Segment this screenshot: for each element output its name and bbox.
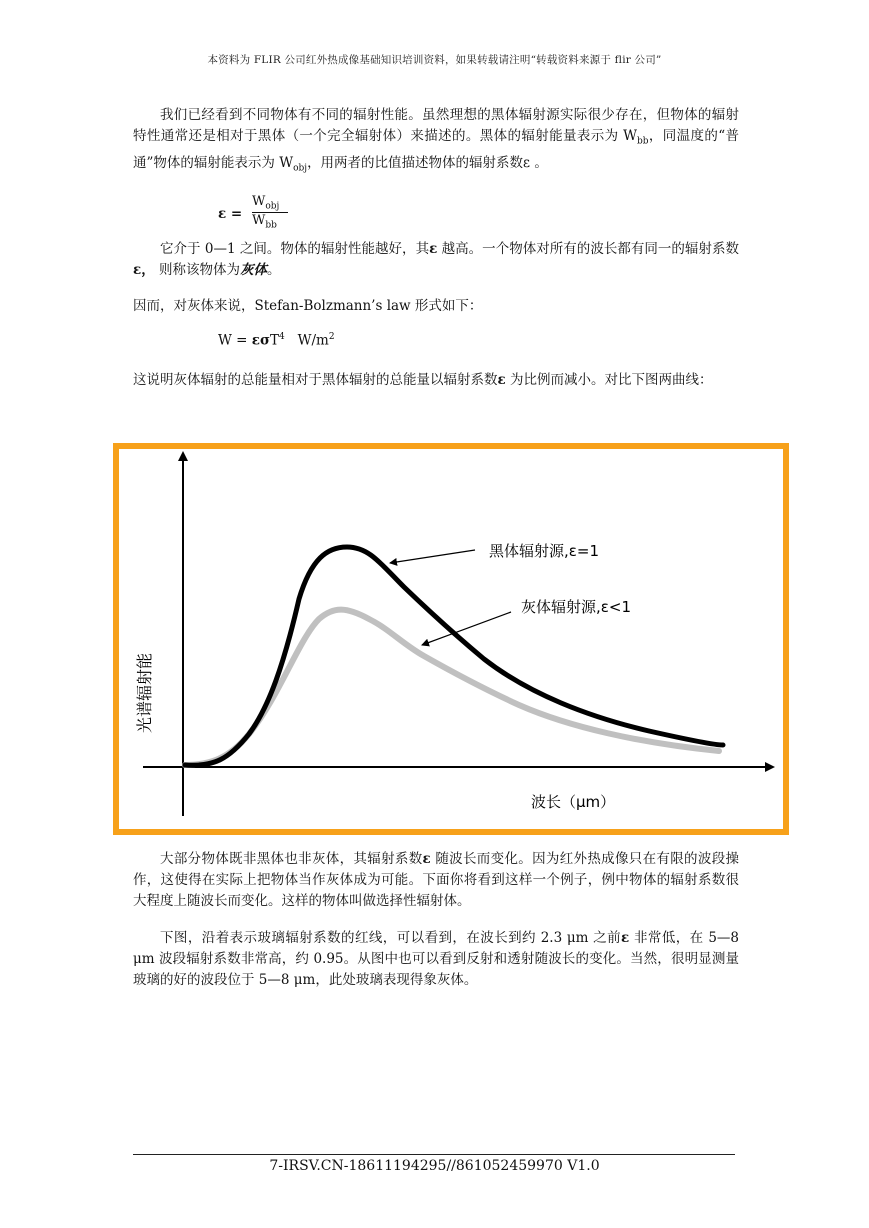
formula-emissivity-lhs: ε = xyxy=(218,206,243,222)
p2-greybody-term: 灰体 xyxy=(240,262,268,278)
legend-greybody-label: 灰体辐射源,ε<1 xyxy=(521,598,631,616)
radiation-curves-chart xyxy=(119,449,783,829)
paragraph-curve-comparison: 这说明灰体辐射的总能量相对于黑体辐射的总能量以辐射系数ε 为比例而减小。对比下图两曲线： xyxy=(133,372,713,388)
page-header: 本资料为 FLIR 公司红外热成像基础知识培训资料，如果转载请注明“转载资料来源于 flir 公司” xyxy=(207,54,662,66)
p2-text-a: 它介于 0—1 之间。物体的辐射性能越好，其 xyxy=(160,241,430,257)
p1-text-a: 我们已经看到不同物体有不同的辐射性能。虽然理想的黑体辐射源实际很少存在，但物体的辐射特性通常还是相对于黑体（一个完全辐射体）来描述的。黑体的辐射能量表示为 W xyxy=(133,107,739,144)
paragraph-blackbody-intro xyxy=(133,105,739,179)
p1-sub-obj: obj xyxy=(293,163,308,174)
footer-divider xyxy=(133,1154,735,1155)
p2-text-c: 则称该物体为 xyxy=(154,262,241,278)
paragraph-stefan-bolzmann-intro: 因而，对灰体来说，Stefan-Bolzmann’s law 形式如下： xyxy=(133,298,483,314)
fraction-numerator: $W_{obj}$ xyxy=(252,194,288,213)
page-footer: 7-IRSV.CN-18611194295//861052459970 V1.0 xyxy=(269,1158,600,1174)
p1-text-b: ，同温度的“普通”物体的辐射能表示为 W xyxy=(133,128,740,171)
formula-stefan-bolzmann: W = εσT$^4$ $W/m^2$ xyxy=(218,332,335,349)
p1-text-c: ，用两者的比值描述物体的辐射系数ε 。 xyxy=(307,154,548,171)
x-axis-label: 波长（μm） xyxy=(531,793,616,811)
p1-sub-bb: bb xyxy=(636,136,649,147)
p2-text-d: 。 xyxy=(267,262,281,278)
fraction-denominator: $W_{bb}$ xyxy=(252,212,277,231)
blackbody-pointer-arrow xyxy=(390,550,475,563)
p2-text-b: 越高。一个物体对所有的波长都有同一的辐射系数 xyxy=(437,241,739,257)
p2-epsilon: ε xyxy=(429,241,438,257)
p2-epsilon-2: ε， xyxy=(133,262,155,278)
paragraph-selective-radiator: 大部分物体既非黑体也非灰体，其辐射系数ε 随波长而变化。因为红外热成像只在有限的波段操作，这使得在实际上把物体当作灰体成为可能。下面你将看到这样一个例子，例中物体的辐射系数很大程度上随波长而变化。这样的物体叫做选择性辐射体。 xyxy=(133,851,740,909)
formula-emissivity-fraction xyxy=(252,194,288,230)
paragraph-glass-emissivity: 下图，沿着表示玻璃辐射系数的红线，可以看到，在波长到约 2.3 μm 之前ε 非常低，在 5—8 μm 波段辐射系数非常高，约 0.95。从图中也可以看到反射和透射随波长的变化。当然，很明显测量玻璃的好的波段位于 5—8 μm，此处玻璃表现得象灰体。 xyxy=(133,930,740,988)
legend-blackbody-label: 黑体辐射源,ε=1 xyxy=(489,542,599,560)
paragraph-greybody-definition xyxy=(133,239,739,281)
series-blackbody-curve xyxy=(185,547,723,765)
y-axis-label: 光谱辐射能 xyxy=(135,652,154,733)
radiation-curves-figure xyxy=(113,443,789,835)
